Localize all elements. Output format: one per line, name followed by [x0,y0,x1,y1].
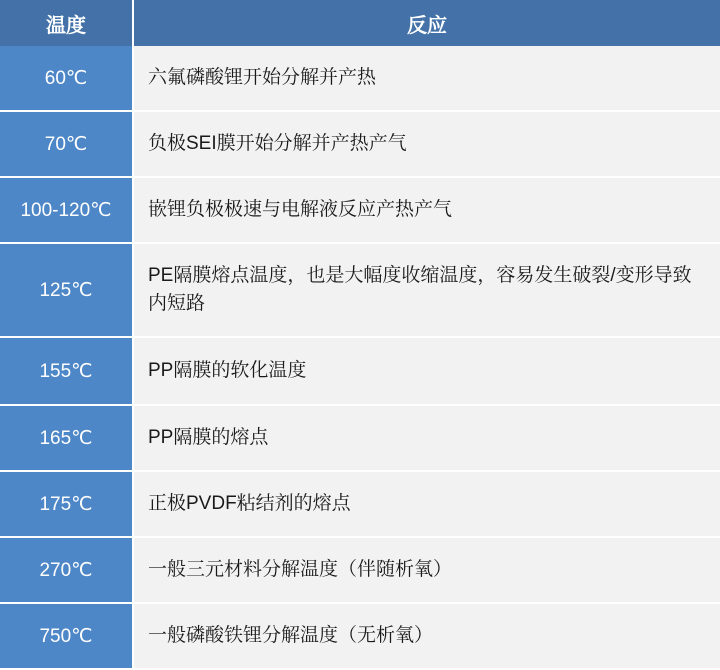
cell-reaction: 负极SEI膜开始分解并产热产气 [133,111,720,177]
cell-temperature: 165℃ [0,405,133,471]
cell-reaction: 六氟磷酸锂开始分解并产热 [133,46,720,111]
table-row [0,46,720,111]
table-header [0,0,720,46]
table-row [0,337,720,405]
cell-temperature: 100-120℃ [0,177,133,243]
cell-temperature: 175℃ [0,471,133,537]
cell-reaction: PE隔膜熔点温度，也是大幅度收缩温度，容易发生破裂/变形导致内短路 [133,243,720,337]
cell-reaction: 正极PVDF粘结剂的熔点 [133,471,720,537]
table-body [0,46,720,669]
table-row [0,537,720,603]
table-header-row [0,0,720,46]
table-row [0,405,720,471]
table-row [0,111,720,177]
table-row [0,471,720,537]
cell-reaction: 一般磷酸铁锂分解温度（无析氧） [133,603,720,669]
cell-reaction: PP隔膜的熔点 [133,405,720,471]
cell-reaction: 嵌锂负极极速与电解液反应产热产气 [133,177,720,243]
table-row [0,177,720,243]
column-header-reaction: 反应 [133,0,720,46]
table-row [0,603,720,669]
cell-reaction: 一般三元材料分解温度（伴随析氧） [133,537,720,603]
cell-temperature: 60℃ [0,46,133,111]
cell-temperature: 70℃ [0,111,133,177]
cell-reaction: PP隔膜的软化温度 [133,337,720,405]
column-header-temperature: 温度 [0,0,133,46]
cell-temperature: 125℃ [0,243,133,337]
cell-temperature: 750℃ [0,603,133,669]
table-row [0,243,720,337]
cell-temperature: 155℃ [0,337,133,405]
cell-temperature: 270℃ [0,537,133,603]
